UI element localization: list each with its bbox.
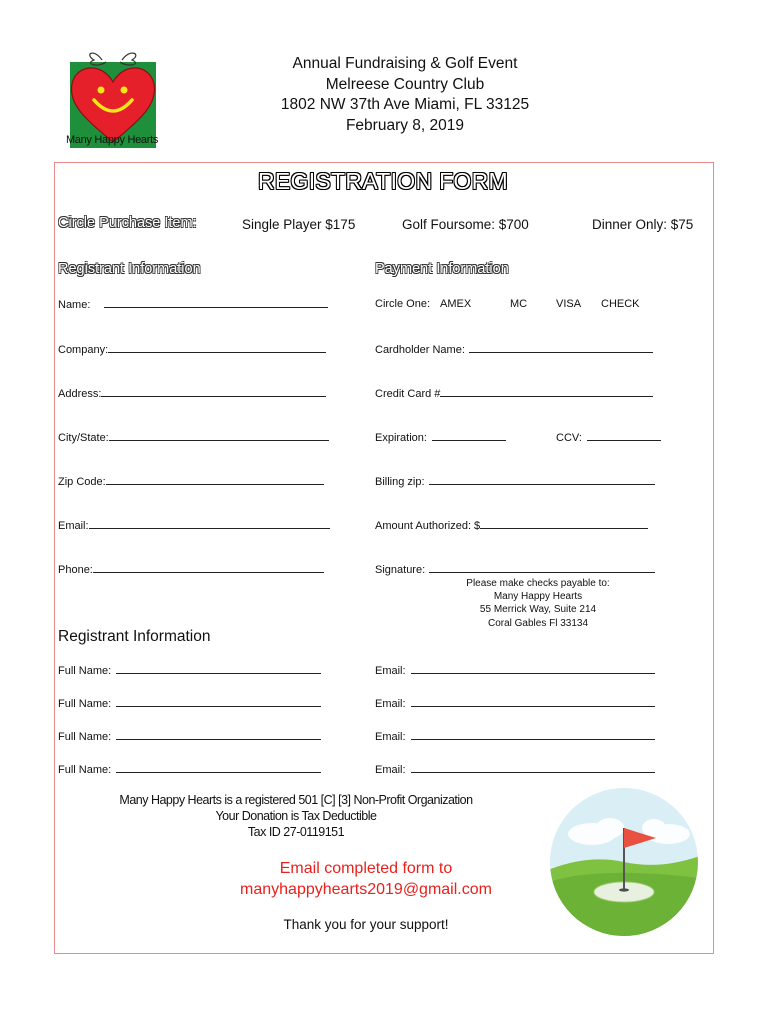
- expiration-field[interactable]: [375, 431, 506, 444]
- billing-zip-field[interactable]: [375, 475, 655, 488]
- phone-label: Phone:: [58, 564, 93, 576]
- checks-note-line: Many Happy Hearts: [493, 591, 583, 603]
- event-address: 1802 NW 37th Ave Miami, FL 33125: [280, 96, 530, 113]
- credit-card-field[interactable]: [375, 387, 653, 400]
- reg-email-field-4[interactable]: [375, 763, 655, 776]
- card-type-mc[interactable]: MC: [510, 298, 528, 310]
- amount-authorized-label: Amount Authorized: $: [375, 520, 481, 532]
- item-single-player[interactable]: Single Player $175: [242, 217, 356, 232]
- checks-note-line: 55 Merrick Way, Suite 214: [479, 604, 597, 616]
- circle-one-label: Circle One:: [375, 298, 431, 310]
- card-type-amex[interactable]: AMEX: [440, 298, 472, 310]
- event-title: Annual Fundraising & Golf Event: [292, 55, 518, 72]
- reg-email-field-2[interactable]: [375, 697, 655, 710]
- city-state-field[interactable]: [58, 431, 329, 444]
- reg-email-field-1[interactable]: [375, 664, 655, 677]
- nonprofit-note: [90, 792, 502, 840]
- form-title: REGISTRATION FORM: [257, 168, 508, 194]
- registrant-heading: Registrant Information: [58, 261, 201, 277]
- item-dinner-only[interactable]: Dinner Only: $75: [592, 217, 694, 232]
- reg-email-field-3[interactable]: [375, 730, 655, 743]
- full-name-label: Full Name:: [58, 665, 112, 677]
- nonprofit-line: Many Happy Hearts is a registered 501 [C] [3] Non-Profit Organization: [119, 793, 473, 807]
- reg-email-label: Email:: [375, 698, 406, 710]
- company-field[interactable]: [58, 343, 326, 356]
- address-label: Address:: [58, 388, 102, 400]
- card-type-check[interactable]: CHECK: [601, 298, 640, 310]
- full-name-label: Full Name:: [58, 764, 112, 776]
- name-label: Name:: [58, 299, 91, 311]
- billing-zip-label: Billing zip:: [375, 476, 425, 488]
- event-venue: Melreese Country Club: [325, 75, 485, 93]
- purchase-label: Circle Purchase Item:: [58, 215, 197, 231]
- address-field[interactable]: [58, 387, 326, 400]
- full-name-field-3[interactable]: [58, 730, 321, 743]
- payment-heading: Payment Information: [375, 261, 509, 277]
- registrants-heading: Registrant Information: [58, 628, 211, 645]
- zip-code-field[interactable]: [58, 475, 324, 488]
- full-name-label: Full Name:: [58, 698, 112, 710]
- full-name-field-1[interactable]: [58, 664, 321, 677]
- email-label: Email:: [58, 520, 89, 532]
- nonprofit-line: Your Donation is Tax Deductible: [215, 809, 377, 823]
- city-state-label: City/State:: [58, 432, 109, 444]
- checks-payable-note: [440, 577, 636, 630]
- expiration-label: Expiration:: [375, 432, 427, 444]
- email-cta-line: Email completed form to: [279, 860, 453, 877]
- cardholder-field[interactable]: [375, 343, 653, 356]
- email-cta: [180, 858, 552, 900]
- full-name-label: Full Name:: [58, 731, 112, 743]
- company-label: Company:: [58, 344, 109, 356]
- email-address-link[interactable]: manyhappyhearts2019@gmail.com: [240, 881, 492, 898]
- checks-note-line: Coral Gables Fl 33134: [487, 617, 589, 629]
- ccv-label: CCV:: [556, 432, 582, 444]
- ccv-field[interactable]: [556, 431, 661, 444]
- golf-green-flag-icon: [548, 786, 700, 938]
- event-date: February 8, 2019: [345, 116, 465, 134]
- full-name-field-2[interactable]: [58, 697, 321, 710]
- phone-field[interactable]: [58, 563, 324, 576]
- event-header: [240, 54, 570, 136]
- nonprofit-line: Tax ID 27-0119151: [247, 825, 345, 839]
- checks-note-line: Please make checks payable to:: [466, 578, 610, 589]
- cardholder-label: Cardholder Name:: [375, 344, 465, 356]
- credit-card-label: Credit Card #: [375, 388, 441, 400]
- signature-label: Signature:: [375, 564, 426, 576]
- name-field[interactable]: [58, 298, 328, 311]
- email-field[interactable]: [58, 519, 330, 532]
- card-type-visa[interactable]: VISA: [556, 298, 582, 310]
- signature-field[interactable]: [375, 563, 655, 576]
- item-golf-foursome[interactable]: Golf Foursome: $700: [402, 217, 529, 232]
- full-name-field-4[interactable]: [58, 763, 321, 776]
- reg-email-label: Email:: [375, 665, 406, 677]
- zip-code-label: Zip Code:: [58, 476, 106, 488]
- logo-caption: Many Happy Hearts: [65, 134, 159, 146]
- reg-email-label: Email:: [375, 764, 406, 776]
- thanks-text: Thank you for your support!: [283, 917, 449, 932]
- amount-authorized-field[interactable]: [375, 519, 648, 532]
- reg-email-label: Email:: [375, 731, 406, 743]
